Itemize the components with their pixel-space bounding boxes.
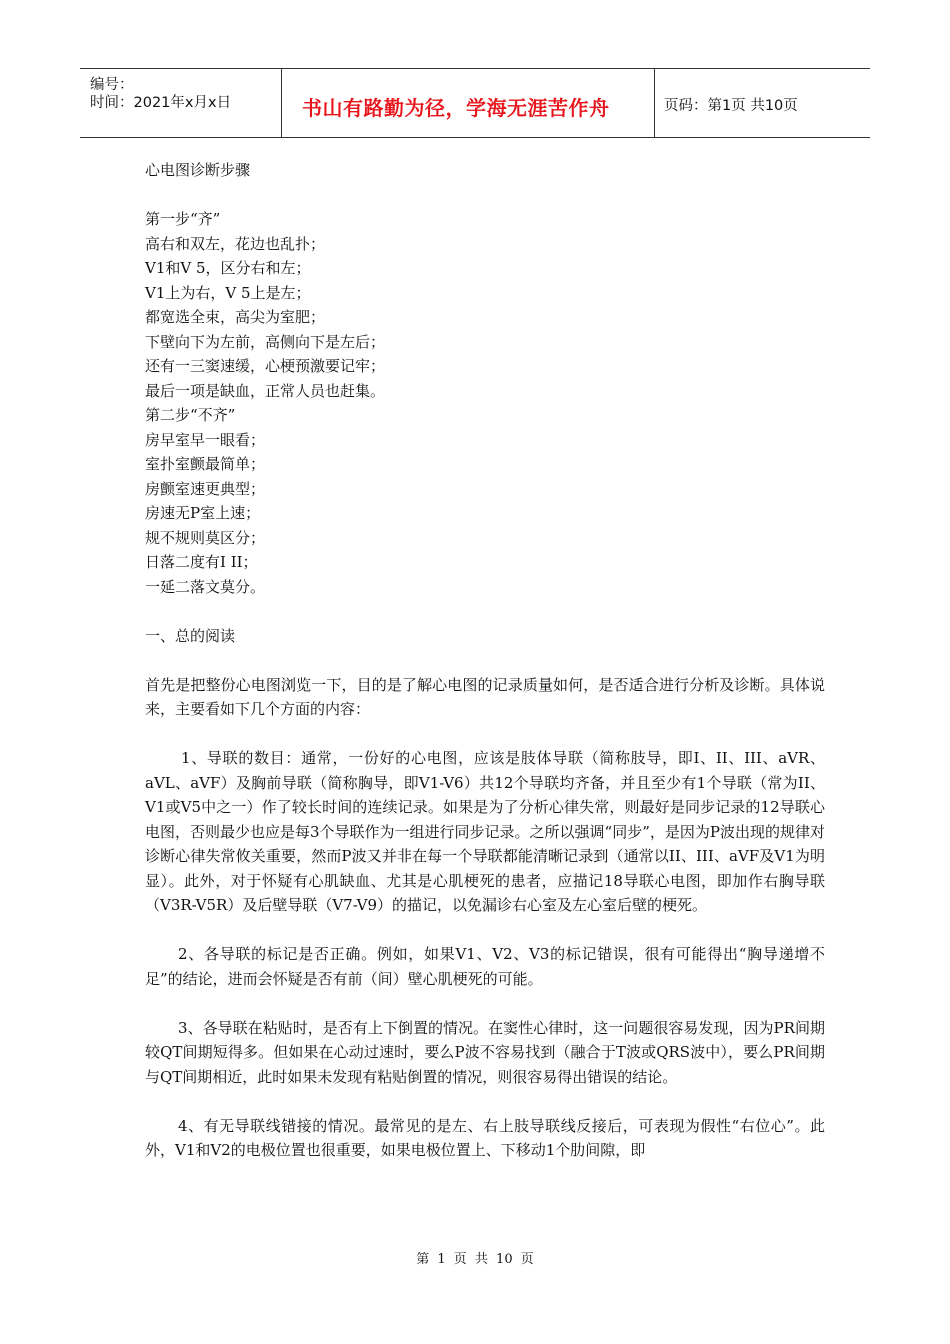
section1-heading: 一、总的阅读	[145, 626, 236, 645]
step2-heading: 第二步“不齐”	[145, 406, 236, 424]
header-motto-cell	[281, 69, 655, 137]
step1-heading: 第一步“齐”	[145, 210, 221, 228]
time-label: 时间：2021年x月x日	[90, 95, 232, 111]
step2-line: 日落二度有I II；	[145, 553, 258, 571]
item3-paragraph: 3、各导联在粘贴时，是否有上下倒置的情况。在窦性心律时，这一问题很容易发现，因为PR间期较QT间期短得多。但如果在心动过速时，要么P波不容易找到（融合于T波或QRS波中），要么PR间期与QT间期相近，此时如果未发现有粘贴倒置的情况，则很容易得出错误的结论。	[145, 1018, 825, 1086]
step2-line: 房速无P室上速；	[145, 504, 261, 522]
number-label: 编号：	[90, 77, 134, 93]
document-title: 心电图诊断步骤	[145, 161, 251, 179]
step2-line: 房早室早一眼看；	[145, 430, 266, 449]
step1-line: 最后一项是缺血，正常人员也赶集。	[145, 381, 386, 400]
item1-paragraph: 1、导联的数目：通常，一份好的心电图，应该是肢体导联（简称肢导，即I、II、III、aVR、aVL、aVF）及胸前导联（简称胸导，即V1-V6）共12个导联均齐备，并且至少有1个导联（常为II、V1或V5中之一）作了较长时间的连续记录。如果是为了分析心律失常，则最好是同步记录的12导联心电图，否则最少也应是每3个导联作为一组进行同步记录。之所以强调“同步”，是因为P波出现的规律对诊断心律失常攸关重要，然而P波又并非在每一个导联都能清晰记录到（通常以II、III、aVF及V1为明显）。此外，对于怀疑有心肌缺血、尤其是心肌梗死的患者，应描记18导联心电图，即加作右胸导联（V3R-V5R）及后壁导联（V7-V9）的描记，以免漏诊右心室及左心室后壁的梗死。	[145, 749, 825, 914]
step1-line: V1和V 5，区分右和左；	[145, 259, 311, 277]
item2-paragraph: 2、各导联的标记是否正确。例如，如果V1、V2、V3的标记错误，很有可能得出“胸导递增不足”的结论，进而会怀疑是否有前（间）壁心肌梗死的可能。	[145, 945, 825, 988]
step1-line: 高右和双左，花边也乱扑；	[145, 234, 326, 253]
step2-line: 规不规则莫区分；	[145, 528, 266, 547]
step1-line: 还有一三窦速缓，心梗预激要记牢；	[145, 357, 386, 375]
document-body	[145, 158, 825, 1163]
motto: 书山有路勤为径，学海无涯苦作舟	[302, 96, 610, 120]
item4-paragraph: 4、有无导联线错接的情况。最常见的是左、右上肢导联线反接后，可表现为假性“右位心”。此外，V1和V2的电极位置也很重要，如果电极位置上、下移动1个肋间隙，即	[145, 1116, 825, 1159]
header-left-cell	[80, 69, 281, 137]
step2-line: 房颤室速更典型；	[145, 479, 266, 498]
step1-line: V1上为右，V 5上是左；	[145, 283, 311, 302]
step2-line: 室扑室颤最简单；	[145, 455, 266, 473]
header-page-cell	[653, 69, 870, 137]
header-table	[80, 68, 870, 138]
intro-paragraph: 首先是把整份心电图浏览一下，目的是了解心电图的记录质量如何，是否适合进行分析及诊断。具体说来，主要看如下几个方面的内容：	[145, 675, 825, 718]
page-footer: 第 1 页 共 10 页	[416, 1252, 534, 1267]
step1-line: 下壁向下为左前，高侧向下是左后；	[145, 332, 386, 351]
step1-line: 都宽选全束，高尖为室肥；	[145, 308, 326, 326]
page-info: 页码：第1页 共10页	[664, 98, 798, 114]
step2-line: 一延二落文莫分。	[145, 577, 266, 596]
